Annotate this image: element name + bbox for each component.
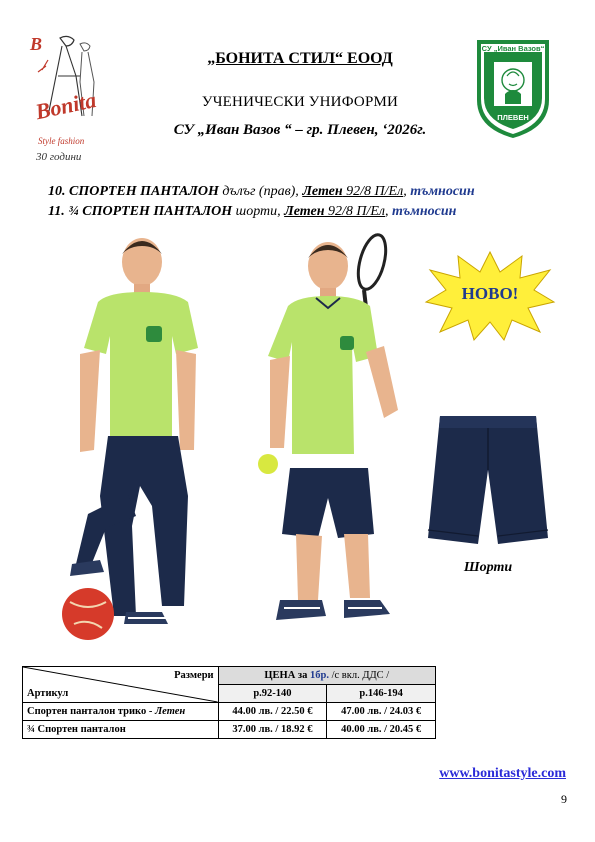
bonita-logo (22, 30, 108, 170)
svg-text:Bonita: Bonita (33, 87, 99, 125)
school-line: СУ „Иван Вазов “ – гр. Плевен, ‘2026г. (173, 122, 427, 138)
photo-boy-shorts (244, 232, 414, 642)
company-name: „БОНИТА СТИЛ“ ЕООД (207, 50, 393, 67)
sizes-header-label: Размери (174, 670, 214, 681)
item-fabric: Летен 92/8 П/Ел (302, 184, 404, 199)
photo-boy-long-pants (58, 232, 198, 642)
svg-text:30 години: 30 години (36, 151, 82, 163)
shorts-caption: Шорти (463, 560, 513, 575)
shorts-product-image (424, 410, 552, 550)
table-corner-header (23, 667, 219, 703)
svg-text:ПЛЕВЕН: ПЛЕВЕН (497, 113, 529, 122)
item-name: СПОРТЕН ПАНТАЛОН (69, 184, 219, 199)
new-badge-label: НОВО! (461, 284, 519, 303)
item-line-10: 10. СПОРТЕН ПАНТАЛОН дълъг (прав), Летен 92/8 П/Ел, тъмносин (48, 184, 475, 199)
size-header: р.146-194 (327, 685, 436, 703)
svg-text:B: B (30, 34, 43, 54)
school-crest-logo (473, 36, 553, 140)
price-cell: 47.00 лв. / 24.03 € (327, 703, 436, 721)
item-fabric: Летен 92/8 П/Ел (284, 204, 386, 219)
school-crest-graphic (473, 36, 553, 140)
website-link[interactable]: www.bonitastyle.com (439, 766, 566, 781)
price-cell: 44.00 лв. / 22.50 € (218, 703, 327, 721)
table-row (23, 703, 436, 721)
article-header-label: Артикул (27, 688, 69, 699)
table-header-row (23, 667, 436, 685)
document-subtitle: УЧЕНИЧЕСКИ УНИФОРМИ (201, 94, 399, 110)
page-number: 9 (561, 792, 567, 806)
item-desc: дълъг (прав), (218, 184, 303, 199)
bonita-logo-graphic (22, 30, 108, 170)
svg-text:СУ „Иван Вазов“: СУ „Иван Вазов“ (481, 44, 545, 53)
item-name: ¾ СПОРТЕН ПАНТАЛОН (68, 204, 233, 219)
item-number: 10. (48, 184, 66, 199)
article-name: Спортен панталон трико - Летен (23, 703, 219, 721)
price-cell: 40.00 лв. / 20.45 € (327, 721, 436, 739)
price-table (22, 666, 436, 739)
svg-text:Style fashion: Style fashion (38, 136, 85, 146)
item-desc: шорти, (232, 204, 285, 219)
item-color: тъмносин (410, 184, 475, 199)
article-name: ¾ Спортен панталон (23, 721, 219, 739)
price-cell: 37.00 лв. / 18.92 € (218, 721, 327, 739)
table-row (23, 721, 436, 739)
item-color: тъмносин (392, 204, 457, 219)
item-number: 11. (48, 204, 65, 219)
size-header: р.92-140 (218, 685, 327, 703)
price-header: ЦЕНА за 1бр. /с вкл. ДДС / (218, 667, 435, 685)
item-line-11: 11. ¾ СПОРТЕН ПАНТАЛОН шорти, Летен 92/8 П/Ел, тъмносин (48, 204, 457, 219)
